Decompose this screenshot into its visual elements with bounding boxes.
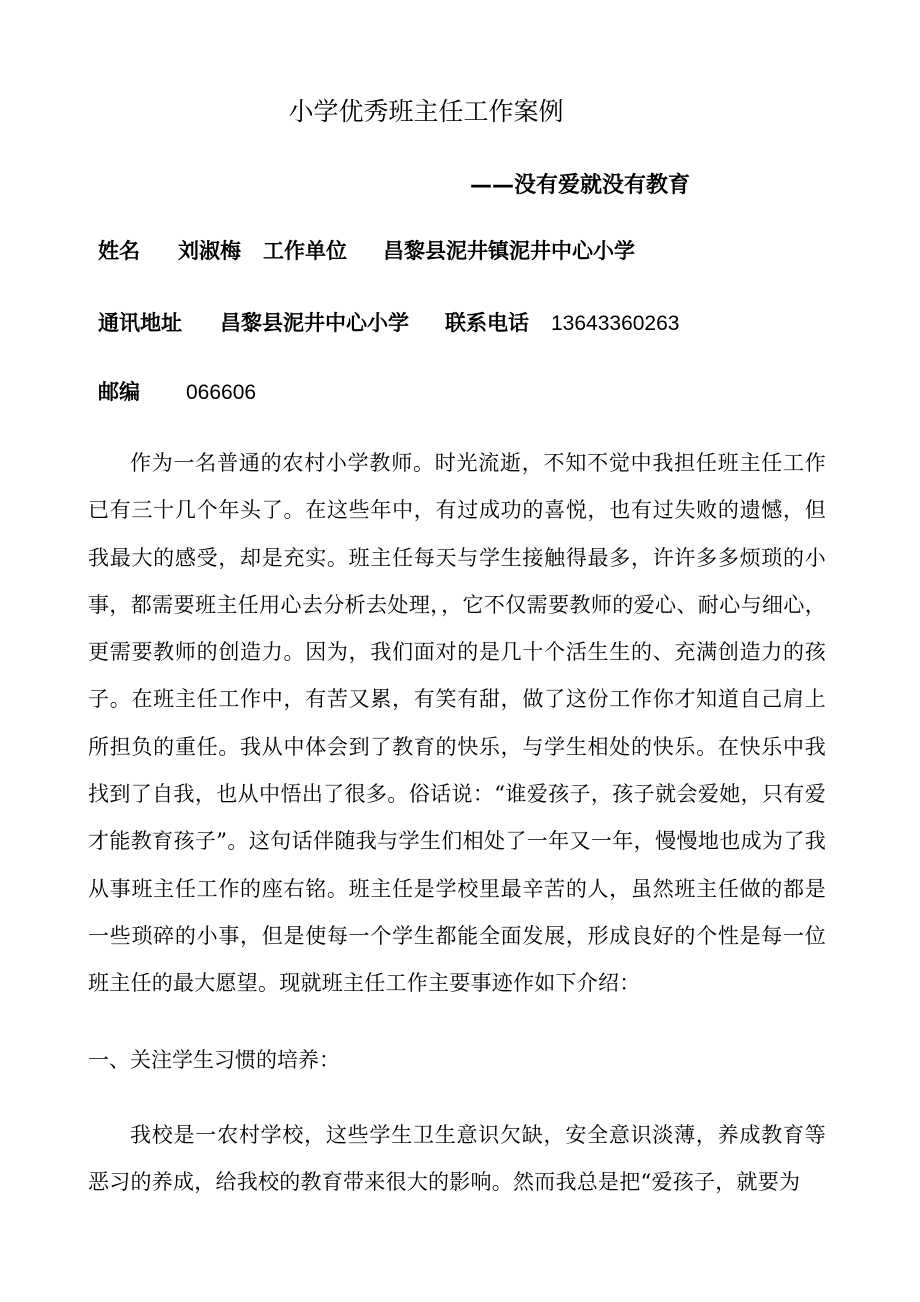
body-paragraph-intro: 作为一名普通的农村小学教师。时光流逝，不知不觉中我担任班主任工作已有三十几个年头了。在这些年中，有过成功的喜悦，也有过失败的遗憾，但我最大的感受，却是充实。班主任每天与学生接触得最多，许许多多烦琐的小事，都需要班主任用心去分析去处理，，它不仅需要教师的爱心、耐心与细心，更需要教师的创造力。因为，我们面对的是几十个活生生的、充满创造力的孩子。在班主任工作中，有苦又累，有笑有甜，做了这份工作你才知道自己肩上所担负的重任。我从中体会到了教育的快乐，与学生相处的快乐。在快乐中我找到了自我，也从中悟出了很多。俗话说：“谁爱孩子，孩子就会爱她，只有爱才能教育孩子”。这句话伴随我与学生们相处了一年又一年，慢慢地也成为了我从事班主任工作的座右铭。班主任是学校里最辛苦的人，虽然班主任做的都是一些琐碎的小事，但是使每一个学生都能全面发展，形成良好的个性是每一位班主任的最大愿望。现就班主任工作主要事迹作如下介绍： bbox=[88, 451, 826, 996]
name-value: 刘淑梅 bbox=[178, 239, 241, 263]
phone-value: 13643360263 bbox=[551, 312, 680, 335]
contact-info-line bbox=[98, 306, 679, 341]
zip-label: 邮编 bbox=[98, 380, 140, 404]
unit-label: 工作单位 bbox=[263, 239, 347, 263]
document-subtitle: ——没有爱就没有教育 bbox=[470, 173, 691, 198]
body-paragraph-habits: 我校是一农村学校，这些学生卫生意识欠缺，安全意识淡薄，养成教育等恶习的养成，给我校的教育带来很大的影响。然而我总是把“爱孩子，就要为 bbox=[88, 1123, 826, 1195]
document-title: 小学优秀班主任工作案例 bbox=[288, 97, 564, 126]
section-heading: 一、关注学生习惯的培养： bbox=[88, 1048, 340, 1072]
name-label: 姓名 bbox=[98, 239, 140, 263]
address-label: 通讯地址 bbox=[98, 311, 182, 335]
unit-value: 昌黎县泥井镇泥井中心小学 bbox=[383, 239, 635, 263]
author-info-line bbox=[98, 234, 635, 268]
zip-info-line bbox=[98, 375, 256, 410]
phone-label: 联系电话 bbox=[445, 311, 529, 335]
zip-value: 066606 bbox=[186, 381, 257, 404]
address-value: 昌黎县泥井中心小学 bbox=[220, 311, 409, 335]
